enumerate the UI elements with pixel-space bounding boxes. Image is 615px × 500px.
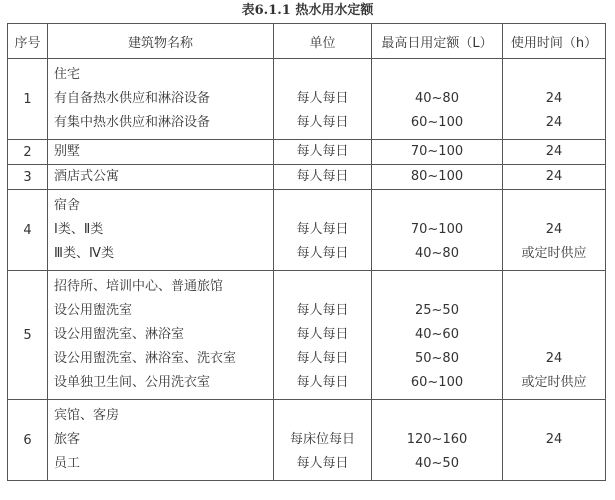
header-unit: 单位 — [274, 24, 372, 59]
unit-line — [274, 63, 371, 87]
max-daily-quota-line: 40~80 — [415, 246, 459, 261]
max-daily-quota-line: 60~100 — [410, 115, 464, 130]
table-row — [8, 140, 606, 165]
usage-time-line: 24 — [545, 169, 563, 184]
table-row — [8, 190, 606, 271]
cell-max-daily-quota — [372, 400, 503, 481]
row-index-value: 6 — [23, 432, 32, 448]
row-index — [8, 190, 48, 271]
cell-building-name — [48, 271, 274, 400]
cell-building-name — [48, 59, 274, 140]
usage-time-line — [503, 63, 605, 87]
row-index — [8, 271, 48, 400]
unit-line: 每人每日 — [296, 303, 349, 318]
building-name-line: 设公用盥洗室 — [54, 303, 133, 318]
usage-time-line: 24 — [545, 91, 563, 106]
unit-line — [274, 194, 371, 218]
cell-building-name — [48, 400, 274, 481]
table-body — [8, 59, 606, 481]
row-index-value: 3 — [23, 169, 32, 185]
max-daily-quota-line: 70~100 — [410, 144, 464, 159]
row-index-value: 1 — [23, 91, 32, 107]
cell-unit — [274, 271, 372, 400]
building-name-line: 旅客 — [54, 432, 81, 447]
building-name-line: 设公用盥洗室、淋浴室、洗衣室 — [54, 351, 237, 366]
usage-time-line: 24 — [545, 351, 563, 366]
usage-time-line: 24 — [545, 432, 563, 447]
unit-line: 每人每日 — [296, 169, 349, 184]
usage-time-line: 或定时供应 — [521, 375, 587, 390]
max-daily-quota-line: 80~100 — [410, 169, 464, 184]
hot-water-quota-table — [7, 23, 606, 481]
usage-time-line — [503, 194, 605, 218]
cell-usage-time — [503, 271, 606, 400]
building-name-line: 有集中热水供应和淋浴设备 — [54, 115, 211, 130]
building-name-line: 住宅 — [54, 67, 81, 82]
header-row — [8, 24, 606, 59]
unit-line — [274, 404, 371, 428]
unit-line: 每人每日 — [296, 91, 349, 106]
unit-line: 每人每日 — [296, 327, 349, 342]
cell-usage-time — [503, 165, 606, 190]
cell-max-daily-quota — [372, 140, 503, 165]
max-daily-quota-line: 120~160 — [406, 432, 468, 447]
max-daily-quota-line: 40~80 — [415, 91, 459, 106]
header-index: 序号 — [8, 24, 48, 59]
table-title: 表6.1.1 热水用水定额 — [241, 3, 374, 18]
unit-line — [274, 275, 371, 299]
building-name-line: Ⅰ类、Ⅱ类 — [54, 222, 104, 237]
building-name-line: 有自备热水供应和淋浴设备 — [54, 91, 211, 106]
unit-line: 每人每日 — [296, 115, 349, 130]
unit-line: 每床位每日 — [289, 432, 355, 447]
usage-time-line: 24 — [545, 115, 563, 130]
max-daily-quota-line: 40~50 — [415, 456, 459, 471]
table-row — [8, 400, 606, 481]
max-daily-quota-line — [372, 275, 502, 299]
cell-usage-time — [503, 59, 606, 140]
usage-time-line: 24 — [545, 222, 563, 237]
cell-max-daily-quota — [372, 59, 503, 140]
cell-unit — [274, 59, 372, 140]
building-name-line: 员工 — [54, 456, 81, 471]
max-daily-quota-line: 60~100 — [410, 375, 464, 390]
unit-line: 每人每日 — [296, 246, 349, 261]
table-row — [8, 59, 606, 140]
usage-time-line — [503, 275, 605, 299]
building-name-line: 酒店式公寓 — [54, 169, 120, 184]
table-row — [8, 271, 606, 400]
cell-unit — [274, 400, 372, 481]
usage-time-line: 或定时供应 — [521, 246, 587, 261]
header-usage-time: 使用时间（h） — [503, 24, 606, 59]
row-index — [8, 140, 48, 165]
table-row — [8, 165, 606, 190]
row-index — [8, 165, 48, 190]
row-index-value: 2 — [23, 144, 32, 160]
building-name-line: 设公用盥洗室、淋浴室 — [54, 327, 185, 342]
cell-unit — [274, 165, 372, 190]
max-daily-quota-line — [372, 194, 502, 218]
cell-usage-time — [503, 400, 606, 481]
cell-usage-time — [503, 140, 606, 165]
cell-unit — [274, 190, 372, 271]
max-daily-quota-line — [372, 404, 502, 428]
unit-line: 每人每日 — [296, 456, 349, 471]
cell-usage-time — [503, 190, 606, 271]
usage-time-line — [503, 323, 605, 347]
cell-unit — [274, 140, 372, 165]
row-index — [8, 59, 48, 140]
building-name-line: 设单独卫生间、公用洗衣室 — [54, 375, 211, 390]
header-building-name: 建筑物名称 — [48, 24, 274, 59]
cell-building-name — [48, 140, 274, 165]
building-name-line: 宿舍 — [54, 198, 81, 213]
unit-line: 每人每日 — [296, 351, 349, 366]
row-index — [8, 400, 48, 481]
cell-max-daily-quota — [372, 271, 503, 400]
usage-time-line — [503, 299, 605, 323]
max-daily-quota-line — [372, 63, 502, 87]
unit-line: 每人每日 — [296, 222, 349, 237]
row-index-value: 5 — [23, 327, 32, 343]
usage-time-line: 24 — [545, 144, 563, 159]
building-name-line: 宾馆、客房 — [54, 408, 120, 423]
max-daily-quota-line: 25~50 — [415, 303, 459, 318]
max-daily-quota-line: 70~100 — [410, 222, 464, 237]
cell-max-daily-quota — [372, 190, 503, 271]
header-max-daily-quota: 最高日用定额（L） — [372, 24, 503, 59]
cell-building-name — [48, 190, 274, 271]
building-name-line: Ⅲ类、Ⅳ类 — [54, 246, 114, 261]
cell-building-name — [48, 165, 274, 190]
building-name-line: 别墅 — [54, 144, 81, 159]
building-name-line: 招待所、培训中心、普通旅馆 — [54, 279, 224, 294]
unit-line: 每人每日 — [296, 375, 349, 390]
row-index-value: 4 — [23, 222, 32, 238]
cell-max-daily-quota — [372, 165, 503, 190]
max-daily-quota-line: 40~60 — [415, 327, 459, 342]
max-daily-quota-line: 50~80 — [415, 351, 459, 366]
unit-line: 每人每日 — [296, 144, 349, 159]
